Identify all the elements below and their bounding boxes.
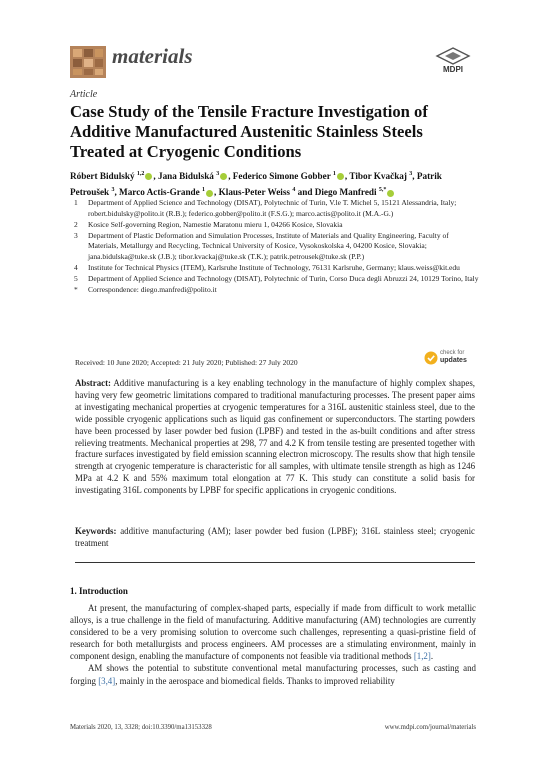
affiliation-item: 1 Department of Applied Science and Technology (DISAT), Polytechnic of Turin, V.le T. Michel 5, 15121 Alessandria, Italy; robert.bidulsky@polito.it (R.B.); federico.gobber@polito.it (F.S.G.); marco.actis@polito.it (M.A.-G.) [74,198,457,218]
author [158,171,228,181]
check-updates-icon [424,351,438,365]
orcid-icon[interactable] [145,173,152,180]
author-affiliation-marker: 3 [111,187,115,194]
author-name: Klaus-Peter Weiss [218,187,293,198]
publisher-name: MDPI [443,65,463,74]
mdpi-logo-icon [433,47,473,65]
orcid-icon[interactable] [387,190,394,197]
affiliation-list [70,198,480,296]
body-text [70,602,476,687]
affiliation-item: 5 Department of Applied Science and Technology (DISAT), Polytechnic of Turin, Corso Duca degli Abruzzi 24, 10129 Torino, Italy [74,274,479,284]
abstract-text: Additive manufacturing is a key enabling technology in the manufacture of highly complex shapes, having very few geometric limitations compared to traditional manufacturing processes. The present paper aims at investigating mechanical properties at cryogenic temperatures for a 316L austenitic stainless steel, due to the wide possible cryogenic applications such as liquid gas confinement or superconductors. The starting powders have been processed by laser powder bed fusion (LPBF) and tested in the as-built conditions and after stress relieving treatments. Mechanical properties at 298, 77 and 4.2 K from tensile testing are presented together with fracture surfaces investigated by field emission scanning electron microscopy. The results show that high tensile strength at cryogenic temperature is characteristic for all samples, with ultimate tensile strength as high as 1246 MPa at 4.2 K and 55% maximum total elongation at 77 K. This study can constitute a solid basis for investigating 316L components by LPBF for specific applications in cryogenic conditions. [75,378,475,496]
author-name: Patrik Petroušek [70,171,442,198]
publication-dates: Received: 10 June 2020; Accepted: 21 July 2020; Published: 27 July 2020 [75,358,298,367]
author [233,171,345,181]
author-affiliation-marker: 1 [332,171,336,177]
orcid-icon[interactable] [220,173,227,180]
citation-info: Materials 2020, 13, 3328; doi:10.3390/ma13153328 [70,724,212,731]
paragraph: At present, the manufacturing of complex-shaped parts, especially if made from difficult to work metallic alloys, is a true challenge in the field of manufacturing. Additive manufacturing (AM) technologies are currently considered to be a very promising solution to overcome such challenges, representing a quasi-pristine field of research for both metallurgists and process engineers. AM processes are a stimulating environment, mainly in component design, enabling the manufacture of components not feasible via traditional methods [1,2]. [70,603,476,662]
abstract [75,378,475,497]
affiliation-item: 2 Kosice Self-governing Region, Namestie Maratonu mieru 1, 04266 Kosice, Slovakia [74,219,343,229]
keywords-label: Keywords: [75,526,117,536]
journal-name: materials [112,44,193,68]
article-type: Article [70,89,98,100]
mdpi-logo [433,47,473,77]
check-for-updates-button[interactable] [424,349,476,369]
author-name: Jana Bidulská [157,171,217,182]
citation-link[interactable]: [3,4] [98,675,116,686]
author-name: Diego Manfredi [314,187,379,198]
section-heading: 1. Introduction [70,586,128,596]
paragraph: AM shows the potential to substitute conventional metal manufacturing processes, such as casting and forging [3,4], mainly in the aerospace and biomedical fields. Thanks to improved reliability [70,663,476,686]
abstract-label: Abstract: [75,378,111,388]
author [349,171,412,181]
author [119,187,214,197]
divider [75,562,475,563]
affiliation-item: 4 Institute for Technical Physics (ITEM), Karlsruhe Institute of Technology, 76131 Karlsruhe, Germany; klaus.weiss@kit.edu [74,263,460,273]
author-name: Marco Actis-Grande [119,187,203,198]
author [219,187,296,197]
affiliation-item: 3 Department of Plastic Deformation and Simulation Processes, Institute of Materials and Quality Engineering, Faculty of Materials, Metallurgy and Recycling, Technical University of Kosice, Vysokoskolska 4, 04200 Kosice, Slovakia; jana.bidulska@tuke.sk (J.B.); tibor.kvackaj@tuke.sk (T.K.); patrik.petrousek@tuke.sk (P.P.) [74,230,449,261]
author-name: Tibor Kvačkaj [349,171,410,182]
check-updates-line2: updates [440,357,467,364]
orcid-icon[interactable] [337,173,344,180]
keywords-text: additive manufacturing (AM); laser powder bed fusion (LPBF); 316L stainless steel; cryogenic treatment [75,526,475,548]
paper-title: Case Study of the Tensile Fracture Investigation of Additive Manufactured Austenitic Stainless Steels Treated at Cryogenic Conditions [70,102,428,161]
author-name: Federico Simone Gobber [232,171,333,182]
orcid-icon[interactable] [206,190,213,197]
correspondence: * Correspondence: diego.manfredi@polito.it [74,285,217,295]
journal-logo-icon [70,46,106,78]
check-updates-line1: check for [440,350,465,356]
author-affiliation-marker: 3 [409,171,413,177]
citation-link[interactable]: [1,2] [413,651,431,662]
author [70,171,153,181]
author-affiliation-marker: 4 [292,187,296,194]
author-name: Róbert Bidulský [70,171,137,182]
author [315,187,396,197]
author-affiliation-marker: 5,* [378,187,387,194]
author-affiliation-marker: 3 [216,171,220,177]
author-affiliation-marker: 1 [202,187,206,194]
journal-url[interactable]: www.mdpi.com/journal/materials [384,724,476,731]
keywords [75,525,475,549]
author-list: Róbert Bidulský $^{1,2}$ , Jana Bidulská $^3$ , Federico Simone Gobber $^1$ , Tibor Kvačkaj $^3$, Patrik Petroušek $^3$, Marco Actis-Grande $^1$ , Klaus-Peter Weiss $^4$ and Diego Manfredi $^{5,*}$ [70,171,442,198]
author-affiliation-marker: 1,2 [136,171,145,177]
